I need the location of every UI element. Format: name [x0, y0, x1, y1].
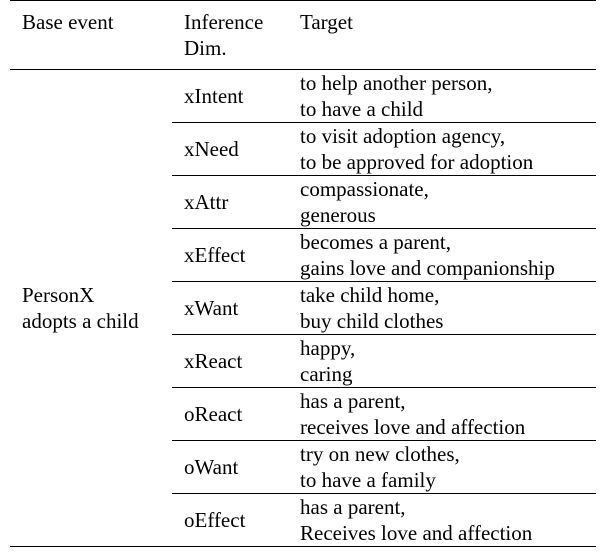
target-cell: [288, 335, 596, 388]
target-cell: [288, 441, 596, 494]
base-event-cell: [10, 70, 172, 547]
header-target-label: Target: [300, 10, 353, 34]
target-cell: [288, 282, 596, 335]
target-cell: [288, 229, 596, 282]
target-line2: buy child clothes: [300, 309, 444, 333]
dim-cell: xEffect: [172, 229, 288, 282]
table-header: [10, 1, 596, 70]
dim-cell: xNeed: [172, 123, 288, 176]
target-cell: [288, 494, 596, 547]
inference-table-container: [10, 0, 596, 547]
header-base-event-label: Base event: [22, 10, 114, 34]
header-inference-dim-line2: Dim.: [184, 36, 227, 60]
target-line2: to have a family: [300, 468, 436, 492]
target-line2: caring: [300, 362, 353, 386]
base-event-line2: adopts a child: [22, 309, 139, 333]
header-target: [288, 1, 596, 70]
target-line1: happy,: [300, 336, 356, 360]
target-line1: compassionate,: [300, 177, 429, 201]
dim-cell: oReact: [172, 388, 288, 441]
header-base-event: [10, 1, 172, 70]
dim-cell: oEffect: [172, 494, 288, 547]
target-line1: to help another person,: [300, 71, 493, 95]
target-cell: [288, 176, 596, 229]
dim-cell: xWant: [172, 282, 288, 335]
dim-cell: xIntent: [184, 84, 244, 108]
target-line2: generous: [300, 203, 376, 227]
header-inference-dim-line1: Inference: [184, 10, 264, 34]
target-cell: [288, 123, 596, 176]
header-inference-dim: [172, 1, 288, 70]
header-row: [10, 1, 596, 70]
target-cell: [288, 70, 596, 123]
target-line2: to have a child: [300, 97, 424, 121]
target-line1: take child home,: [300, 283, 440, 307]
target-line1: to visit adoption agency,: [300, 124, 506, 148]
table-row: [10, 70, 596, 123]
base-event-line1: PersonX: [22, 283, 95, 307]
target-line1: has a parent,: [300, 495, 406, 519]
table-body: [10, 70, 596, 547]
target-cell: [288, 388, 596, 441]
target-line2: receives love and affection: [300, 415, 526, 439]
inference-table: [10, 0, 596, 547]
target-line2: gains love and companionship: [300, 256, 555, 280]
target-line1: has a parent,: [300, 389, 406, 413]
target-line2: to be approved for adoption: [300, 150, 534, 174]
dim-cell: oWant: [172, 441, 288, 494]
dim-cell: xAttr: [172, 176, 288, 229]
dim-cell: xReact: [172, 335, 288, 388]
target-line1: try on new clothes,: [300, 442, 460, 466]
target-line2: Receives love and affection: [300, 521, 533, 545]
target-line1: becomes a parent,: [300, 230, 452, 254]
